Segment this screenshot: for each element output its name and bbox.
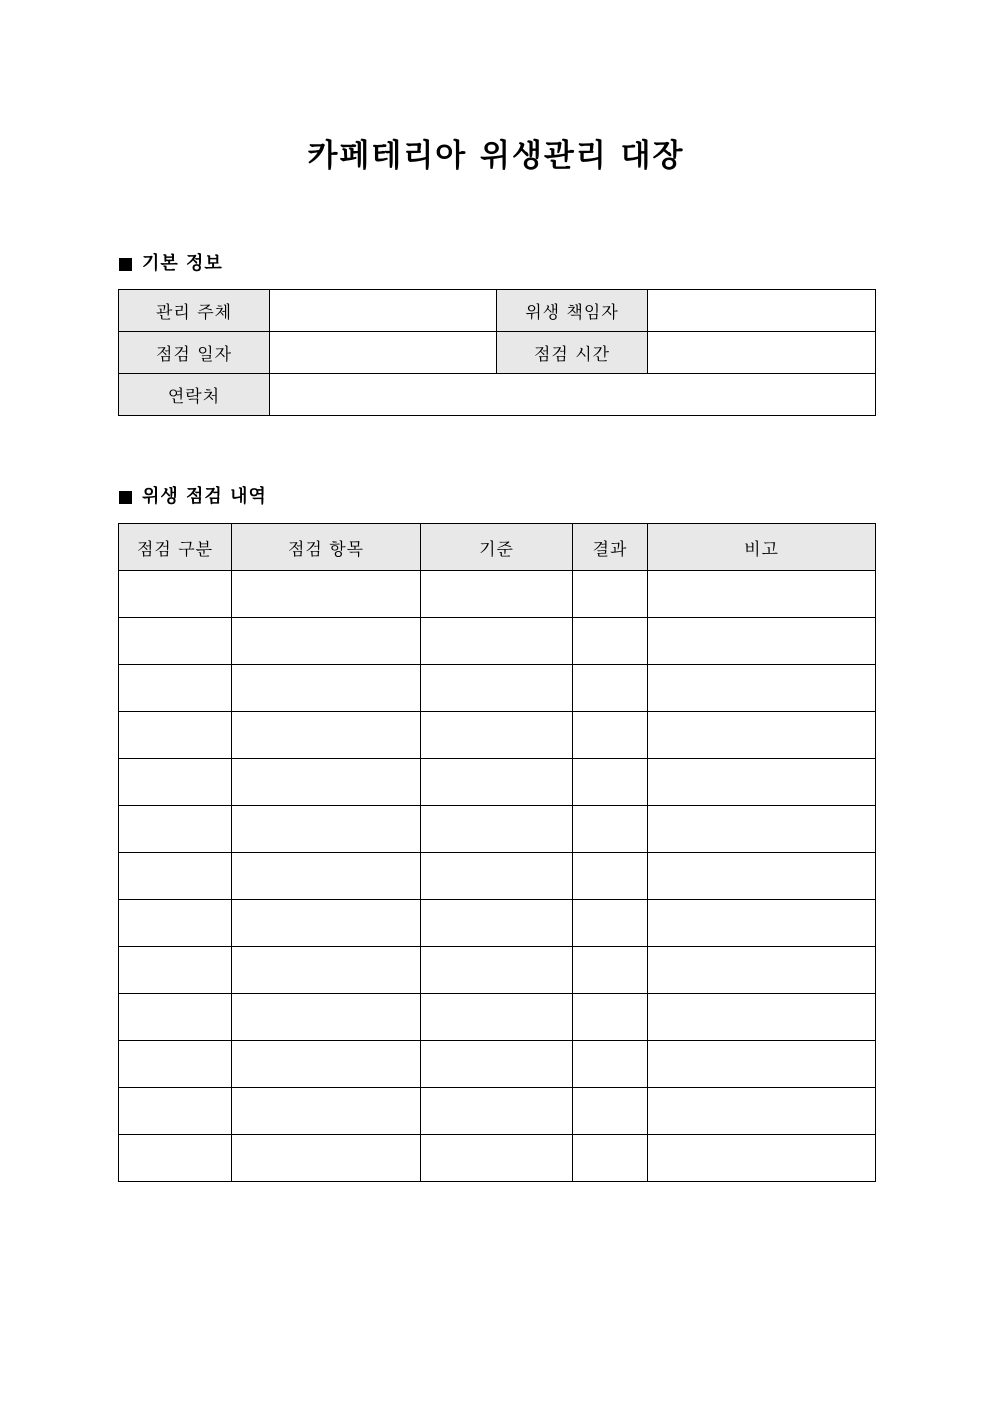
result-cell[interactable] bbox=[573, 759, 648, 806]
remarks-cell[interactable] bbox=[648, 853, 876, 900]
standard-cell[interactable] bbox=[421, 571, 573, 618]
hygiene-manager-label: 위생 책임자 bbox=[497, 290, 648, 332]
item-cell[interactable] bbox=[232, 571, 421, 618]
table-row bbox=[119, 374, 876, 416]
result-cell[interactable] bbox=[573, 1135, 648, 1182]
inspection-date-label: 점검 일자 bbox=[119, 332, 270, 374]
standard-cell[interactable] bbox=[421, 712, 573, 759]
table-row bbox=[119, 853, 876, 900]
item-cell[interactable] bbox=[232, 712, 421, 759]
category-cell[interactable] bbox=[119, 1088, 232, 1135]
table-row bbox=[119, 618, 876, 665]
table-row bbox=[119, 1088, 876, 1135]
category-cell[interactable] bbox=[119, 900, 232, 947]
table-row bbox=[119, 1041, 876, 1088]
item-cell[interactable] bbox=[232, 853, 421, 900]
standard-cell[interactable] bbox=[421, 665, 573, 712]
table-row bbox=[119, 947, 876, 994]
contact-field[interactable] bbox=[270, 374, 876, 416]
item-cell[interactable] bbox=[232, 1088, 421, 1135]
section-heading-label: 위생 점검 내역 bbox=[142, 486, 267, 507]
result-cell[interactable] bbox=[573, 900, 648, 947]
table-row bbox=[119, 665, 876, 712]
remarks-cell[interactable] bbox=[648, 618, 876, 665]
column-header-item: 점검 항목 bbox=[232, 524, 421, 571]
item-cell[interactable] bbox=[232, 806, 421, 853]
hygiene-inspection-table bbox=[118, 523, 876, 1182]
remarks-cell[interactable] bbox=[648, 1041, 876, 1088]
standard-cell[interactable] bbox=[421, 947, 573, 994]
basic-info-table bbox=[118, 289, 876, 416]
category-cell[interactable] bbox=[119, 665, 232, 712]
table-row bbox=[119, 332, 876, 374]
table-row bbox=[119, 571, 876, 618]
item-cell[interactable] bbox=[232, 1135, 421, 1182]
item-cell[interactable] bbox=[232, 900, 421, 947]
category-cell[interactable] bbox=[119, 1041, 232, 1088]
contact-label: 연락처 bbox=[119, 374, 270, 416]
result-cell[interactable] bbox=[573, 1088, 648, 1135]
table-row bbox=[119, 994, 876, 1041]
item-cell[interactable] bbox=[232, 759, 421, 806]
standard-cell[interactable] bbox=[421, 900, 573, 947]
table-row bbox=[119, 1135, 876, 1182]
category-cell[interactable] bbox=[119, 1135, 232, 1182]
standard-cell[interactable] bbox=[421, 1041, 573, 1088]
result-cell[interactable] bbox=[573, 571, 648, 618]
result-cell[interactable] bbox=[573, 665, 648, 712]
remarks-cell[interactable] bbox=[648, 994, 876, 1041]
result-cell[interactable] bbox=[573, 806, 648, 853]
table-row bbox=[119, 806, 876, 853]
remarks-cell[interactable] bbox=[648, 1135, 876, 1182]
inspection-date-field[interactable] bbox=[270, 332, 497, 374]
remarks-cell[interactable] bbox=[648, 712, 876, 759]
table-row bbox=[119, 712, 876, 759]
category-cell[interactable] bbox=[119, 712, 232, 759]
section-heading-label: 기본 정보 bbox=[142, 253, 223, 274]
remarks-cell[interactable] bbox=[648, 947, 876, 994]
square-bullet-icon bbox=[119, 491, 132, 504]
category-cell[interactable] bbox=[119, 853, 232, 900]
remarks-cell[interactable] bbox=[648, 806, 876, 853]
column-header-remarks: 비고 bbox=[648, 524, 876, 571]
standard-cell[interactable] bbox=[421, 759, 573, 806]
section-heading-hygiene-inspection bbox=[119, 485, 267, 509]
remarks-cell[interactable] bbox=[648, 571, 876, 618]
hygiene-manager-field[interactable] bbox=[648, 290, 876, 332]
management-entity-label: 관리 주체 bbox=[119, 290, 270, 332]
category-cell[interactable] bbox=[119, 571, 232, 618]
item-cell[interactable] bbox=[232, 947, 421, 994]
standard-cell[interactable] bbox=[421, 853, 573, 900]
category-cell[interactable] bbox=[119, 759, 232, 806]
page-title: 카페테리아 위생관리 대장 bbox=[307, 138, 685, 174]
result-cell[interactable] bbox=[573, 618, 648, 665]
standard-cell[interactable] bbox=[421, 994, 573, 1041]
result-cell[interactable] bbox=[573, 853, 648, 900]
remarks-cell[interactable] bbox=[648, 665, 876, 712]
column-header-standard: 기준 bbox=[421, 524, 573, 571]
item-cell[interactable] bbox=[232, 994, 421, 1041]
standard-cell[interactable] bbox=[421, 618, 573, 665]
category-cell[interactable] bbox=[119, 994, 232, 1041]
standard-cell[interactable] bbox=[421, 1135, 573, 1182]
table-row bbox=[119, 290, 876, 332]
standard-cell[interactable] bbox=[421, 806, 573, 853]
result-cell[interactable] bbox=[573, 947, 648, 994]
table-row bbox=[119, 759, 876, 806]
item-cell[interactable] bbox=[232, 618, 421, 665]
category-cell[interactable] bbox=[119, 947, 232, 994]
category-cell[interactable] bbox=[119, 806, 232, 853]
table-row bbox=[119, 900, 876, 947]
hygiene-table-body bbox=[119, 571, 876, 1182]
square-bullet-icon bbox=[119, 258, 132, 271]
category-cell[interactable] bbox=[119, 618, 232, 665]
result-cell[interactable] bbox=[573, 1041, 648, 1088]
inspection-time-field[interactable] bbox=[648, 332, 876, 374]
table-header-row bbox=[119, 524, 876, 571]
remarks-cell[interactable] bbox=[648, 1088, 876, 1135]
remarks-cell[interactable] bbox=[648, 900, 876, 947]
management-entity-field[interactable] bbox=[270, 290, 497, 332]
standard-cell[interactable] bbox=[421, 1088, 573, 1135]
remarks-cell[interactable] bbox=[648, 759, 876, 806]
section-heading-basic-info bbox=[119, 252, 223, 276]
inspection-time-label: 점검 시간 bbox=[497, 332, 648, 374]
column-header-result: 결과 bbox=[573, 524, 648, 571]
item-cell[interactable] bbox=[232, 1041, 421, 1088]
result-cell[interactable] bbox=[573, 994, 648, 1041]
item-cell[interactable] bbox=[232, 665, 421, 712]
result-cell[interactable] bbox=[573, 712, 648, 759]
column-header-category: 점검 구분 bbox=[119, 524, 232, 571]
